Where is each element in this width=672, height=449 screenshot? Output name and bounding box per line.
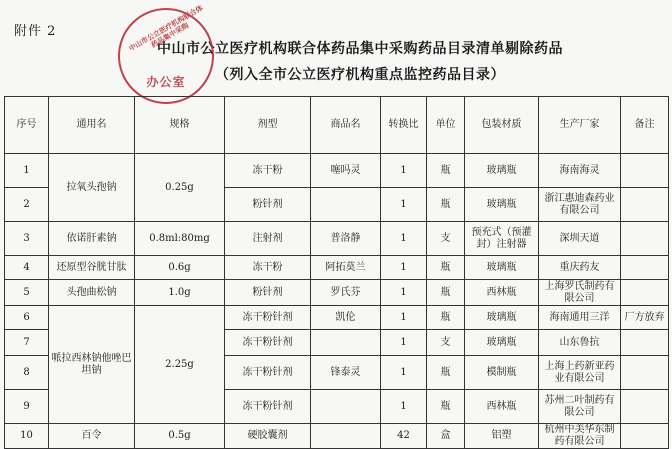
cell-brand (311, 330, 381, 356)
cell-spec: 1.0g (135, 280, 225, 306)
cell-maker: 上海罗氏制药有限公司 (539, 280, 621, 306)
cell-no: 9 (5, 390, 49, 424)
cell-maker: 重庆药友 (539, 256, 621, 280)
cell-no: 7 (5, 330, 49, 356)
cell-note (621, 330, 669, 356)
cell-unit: 瓶 (427, 390, 465, 424)
cell-ratio: 1 (381, 280, 427, 306)
cell-brand: 普洛静 (311, 222, 381, 256)
header-unit: 单位 (427, 97, 465, 154)
cell-ratio: 1 (381, 222, 427, 256)
cell-form: 冻干粉针剂 (225, 306, 311, 330)
header-ratio: 转换比 (381, 97, 427, 154)
cell-no: 2 (5, 188, 49, 222)
cell-form: 粉针剂 (225, 188, 311, 222)
cell-ratio: 1 (381, 330, 427, 356)
cell-ratio: 1 (381, 356, 427, 390)
cell-brand: 凯伦 (311, 306, 381, 330)
cell-spec: 2.25g (135, 306, 225, 424)
cell-unit: 盒 (427, 424, 465, 449)
cell-unit: 瓶 (427, 256, 465, 280)
cell-ratio: 42 (381, 424, 427, 449)
cell-maker: 深圳天道 (539, 222, 621, 256)
cell-note (621, 280, 669, 306)
cell-generic: 还原型谷胱甘肽 (49, 256, 135, 280)
table-row (5, 154, 669, 188)
cell-form: 粉针剂 (225, 280, 311, 306)
cell-maker: 山东鲁抗 (539, 330, 621, 356)
cell-note (621, 424, 669, 449)
cell-brand: 阿拓莫兰 (311, 256, 381, 280)
cell-maker: 浙江惠迪森药业有限公司 (539, 188, 621, 222)
cell-form: 冻干粉针剂 (225, 356, 311, 390)
cell-note (621, 356, 669, 390)
header-generic: 通用名 (49, 97, 135, 154)
header-no: 序号 (5, 97, 49, 154)
attachment-label: 附件 2 (14, 24, 57, 39)
table-row (5, 222, 669, 256)
cell-note (621, 222, 669, 256)
cell-no: 6 (5, 306, 49, 330)
cell-generic: 拉氧头孢钠 (49, 154, 135, 222)
cell-generic: 依诺肝素钠 (49, 222, 135, 256)
cell-spec: 0.6g (135, 256, 225, 280)
cell-pack: 铝塑 (465, 424, 539, 449)
header-brand: 商品名 (311, 97, 381, 154)
drug-table (4, 96, 669, 449)
table-row (5, 306, 669, 330)
cell-pack: 玻璃瓶 (465, 330, 539, 356)
table-row (5, 424, 669, 449)
cell-note (621, 154, 669, 188)
cell-form: 硬胶囊剂 (225, 424, 311, 449)
cell-no: 5 (5, 280, 49, 306)
cell-unit: 支 (427, 222, 465, 256)
cell-brand (311, 390, 381, 424)
cell-form: 冻干粉 (225, 154, 311, 188)
cell-note: 厂方放弃 (621, 306, 669, 330)
cell-maker: 海南海灵 (539, 154, 621, 188)
cell-pack: 西林瓶 (465, 390, 539, 424)
cell-pack: 预充式（预灌封）注射器 (465, 222, 539, 256)
cell-unit: 瓶 (427, 188, 465, 222)
cell-brand: 罗氏芬 (311, 280, 381, 306)
header-note: 备注 (621, 97, 669, 154)
header-pack: 包装材质 (465, 97, 539, 154)
cell-ratio: 1 (381, 390, 427, 424)
cell-no: 8 (5, 356, 49, 390)
seal-ring-text: 中山市公立医疗机构联合体药品集中采购 (127, 3, 205, 53)
cell-spec: 0.5g (135, 424, 225, 449)
cell-note (621, 188, 669, 222)
cell-ratio: 1 (381, 306, 427, 330)
cell-form: 冻干粉针剂 (225, 390, 311, 424)
cell-unit: 瓶 (427, 154, 465, 188)
cell-form: 冻干粉 (225, 256, 311, 280)
cell-ratio: 1 (381, 256, 427, 280)
cell-generic: 哌拉西林钠他唑巴坦钠 (49, 306, 135, 424)
cell-form: 注射剂 (225, 222, 311, 256)
cell-brand (311, 424, 381, 449)
cell-note (621, 390, 669, 424)
cell-ratio: 1 (381, 154, 427, 188)
cell-unit: 瓶 (427, 280, 465, 306)
cell-note (621, 256, 669, 280)
header-maker: 生产厂家 (539, 97, 621, 154)
cell-no: 3 (5, 222, 49, 256)
cell-maker: 苏州二叶制药有限公司 (539, 390, 621, 424)
cell-maker: 海南通用三洋 (539, 306, 621, 330)
cell-unit: 瓶 (427, 306, 465, 330)
cell-no: 10 (5, 424, 49, 449)
cell-form: 冻干粉针剂 (225, 330, 311, 356)
cell-brand: 锋泰灵 (311, 356, 381, 390)
cell-pack: 玻璃瓶 (465, 306, 539, 330)
cell-pack: 西林瓶 (465, 280, 539, 306)
cell-unit: 瓶 (427, 356, 465, 390)
seal-label: 办公室 (146, 75, 186, 89)
title-line-1: 中山市公立医疗机构联合体药品集中采购药品目录清单剔除药品 (157, 41, 563, 57)
cell-pack: 模制瓶 (465, 356, 539, 390)
cell-generic: 百令 (49, 424, 135, 449)
cell-pack: 玻璃瓶 (465, 188, 539, 222)
title-line-2: （列入全市公立医疗机构重点监控药品目录） (215, 67, 505, 83)
cell-maker: 杭州中美华东制药有限公司 (539, 424, 621, 449)
cell-spec: 0.25g (135, 154, 225, 222)
cell-generic: 头孢曲松钠 (49, 280, 135, 306)
cell-ratio: 1 (381, 188, 427, 222)
cell-maker: 上海上药新亚药业有限公司 (539, 356, 621, 390)
cell-pack: 玻璃瓶 (465, 154, 539, 188)
table-header-row (5, 97, 669, 154)
table-row (5, 256, 669, 280)
cell-no: 1 (5, 154, 49, 188)
official-seal (118, 3, 214, 104)
cell-brand: 噻吗灵 (311, 154, 381, 188)
cell-unit: 支 (427, 330, 465, 356)
header-spec: 规格 (135, 97, 225, 154)
cell-spec: 0.8ml:80mg (135, 222, 225, 256)
cell-pack: 玻璃瓶 (465, 256, 539, 280)
cell-no: 4 (5, 256, 49, 280)
header-form: 剂型 (225, 97, 311, 154)
cell-brand (311, 188, 381, 222)
table-row (5, 280, 669, 306)
